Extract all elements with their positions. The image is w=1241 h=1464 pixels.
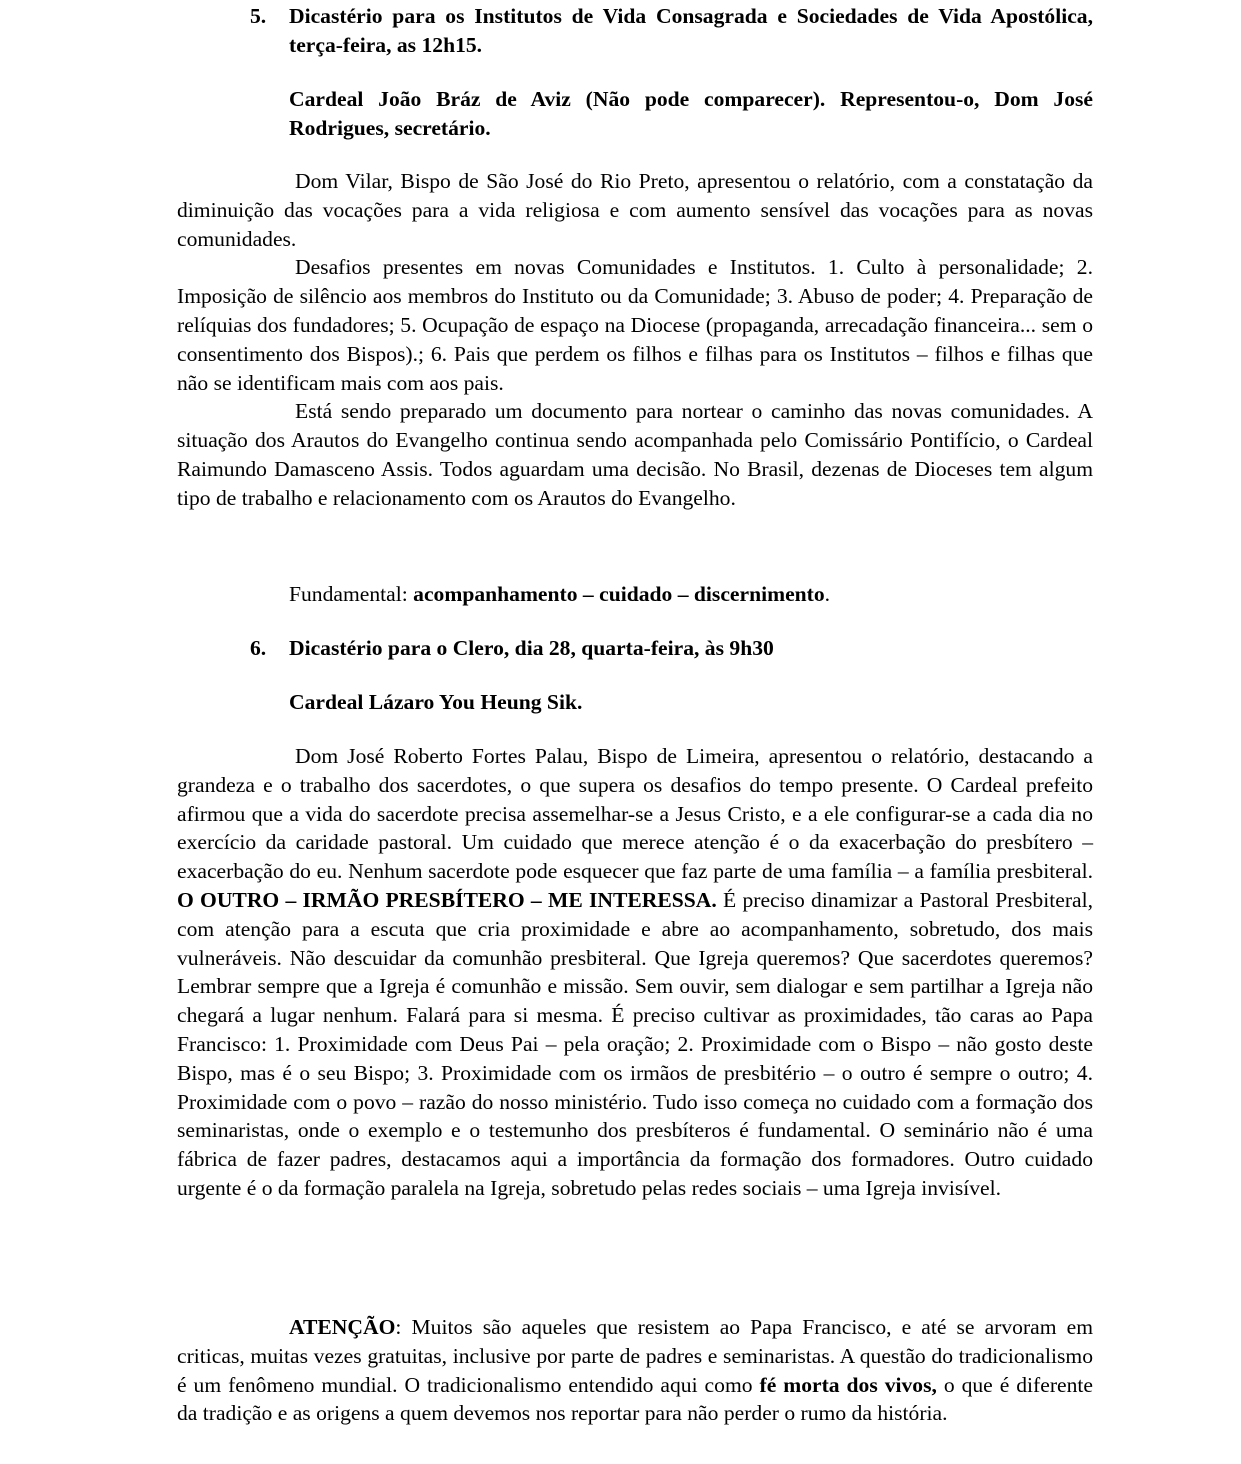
section-6-title: Dicastério para o Clero, dia 28, quarta-feira, às 9h30 — [289, 636, 774, 660]
section-5-number: 5. — [250, 4, 267, 28]
section-6-paragraph — [177, 742, 1093, 1203]
fundamental-emphasis: acompanhamento – cuidado – discernimento — [413, 582, 825, 606]
section-6-text: É preciso dinamizar a Pastoral Presbiteral, com atenção para a escuta que cria proximidade e abre ao acompanhamento, sobretudo, dos mais vulneráveis. Não descuidar da comunhão presbiteral. Que Igreja queremos? Que sacerdotes queremos? Lembrar sempre que a Igreja é comunhão e missão. Sem ouvir, sem dialogar e sem partilhar a Igreja não chegará a lugar nenhum. Falará para si mesma. É preciso cultivar as proximidades, tão caras ao Papa Francisco: 1. Proximidade com Deus Pai – pela oração; 2. Proximidade com o Bispo – não gosto deste Bispo, mas é o seu Bispo; 3. Proximidade com os irmãos de presbitério – o outro é sempre o outro; 4. Proximidade com o povo – razão do nosso ministério. Tudo isso começa no cuidado com a formação dos seminaristas, onde o exemplo e o testemunho dos presbíteros é fundamental. O seminário não é uma fábrica de fazer padres, destacamos aqui a importância da formação dos formadores. Outro cuidado urgente é o da formação paralela na Igreja, sobretudo pelas redes sociais – uma Igreja invisível. — [177, 887, 1093, 1200]
attention-text: : Muitos são aqueles que resistem ao Papa Francisco, e até se arvoram em criticas, muitas vezes gratuitas, inclusive por parte de padres e seminaristas. A questão do tradicionalismo é um fenômeno mundial. O tradicionalismo entendido aqui como — [177, 1315, 1093, 1397]
attention-emphasis: fé morta dos vivos, — [759, 1372, 937, 1397]
section-5-paragraph: Dom Vilar, Bispo de São José do Rio Preto, apresentou o relatório, com a constatação da diminuição das vocações para a vida religiosa e com aumento sensível das vocações para as novas comunidades. — [177, 169, 1093, 251]
section-5-body — [177, 167, 1093, 513]
fundamental-end: . — [824, 582, 831, 606]
fundamental-line — [289, 580, 1093, 609]
section-5-paragraph: Está sendo preparado um documento para nortear o caminho das novas comunidades. A situação dos Arautos do Evangelho continua sendo acompanhada pelo Comissário Pontifício, o Cardeal Raimundo Damasceno Assis. Todos aguardam uma decisão. No Brasil, dezenas de Dioceses tem algum tipo de trabalho e relacionamento com os Arautos do Evangelho. — [177, 399, 1093, 510]
fundamental-label: Fundamental: — [289, 582, 414, 606]
attention-label: ATENÇÃO — [289, 1315, 396, 1339]
section-6-emphasis: O OUTRO – IRMÃO PRESBÍTERO – ME INTERESSA. — [177, 887, 717, 912]
section-5-subtitle: Cardeal João Bráz de Aviz (Não pode comparecer). Representou-o, Dom José Rodrigues, secretário. — [289, 87, 1093, 140]
section-5-heading — [250, 2, 1093, 60]
attention-text: o que é diferente da tradição e as origens a quem devemos nos reportar para não perder o rumo da história. — [177, 1372, 1093, 1426]
section-5-paragraph: Desafios presentes em novas Comunidades e Institutos. 1. Culto à personalidade; 2. Imposição de silêncio aos membros do Instituto ou da Comunidade; 3. Abuso de poder; 4. Preparação de relíquias dos fundadores; 5. Ocupação de espaço na Diocese (propaganda, arrecadação financeira... sem o consentimento dos Bispos).; 6. Pais que perdem os filhos e filhas para os Institutos – filhos e filhas que não se identificam mais com aos pais. — [177, 255, 1093, 395]
section-6-subtitle: Cardeal Lázaro You Heung Sik. — [289, 690, 583, 714]
attention-paragraph — [177, 1313, 1093, 1428]
section-6-number: 6. — [250, 636, 267, 660]
section-6-heading — [250, 634, 1093, 663]
section-5-title: Dicastério para os Institutos de Vida Consagrada e Sociedades de Vida Apostólica, terça-feira, as 12h15. — [289, 4, 1093, 57]
section-6-text: Dom José Roberto Fortes Palau, Bispo de Limeira, apresentou o relatório, destacando a grandeza e o trabalho dos sacerdotes, o que supera os desafios do tempo presente. O Cardeal prefeito afirmou que a vida do sacerdote precisa assemelhar-se a Jesus Cristo, e a ele configurar-se a cada dia no exercício da caridade pastoral. Um cuidado que merece atenção é o da exacerbação do presbítero – exacerbação do eu. Nenhum sacerdote pode esquecer que faz parte de uma família – a família presbiteral. — [177, 744, 1093, 884]
attention-block — [177, 1313, 1093, 1428]
section-6-body — [177, 742, 1093, 1203]
